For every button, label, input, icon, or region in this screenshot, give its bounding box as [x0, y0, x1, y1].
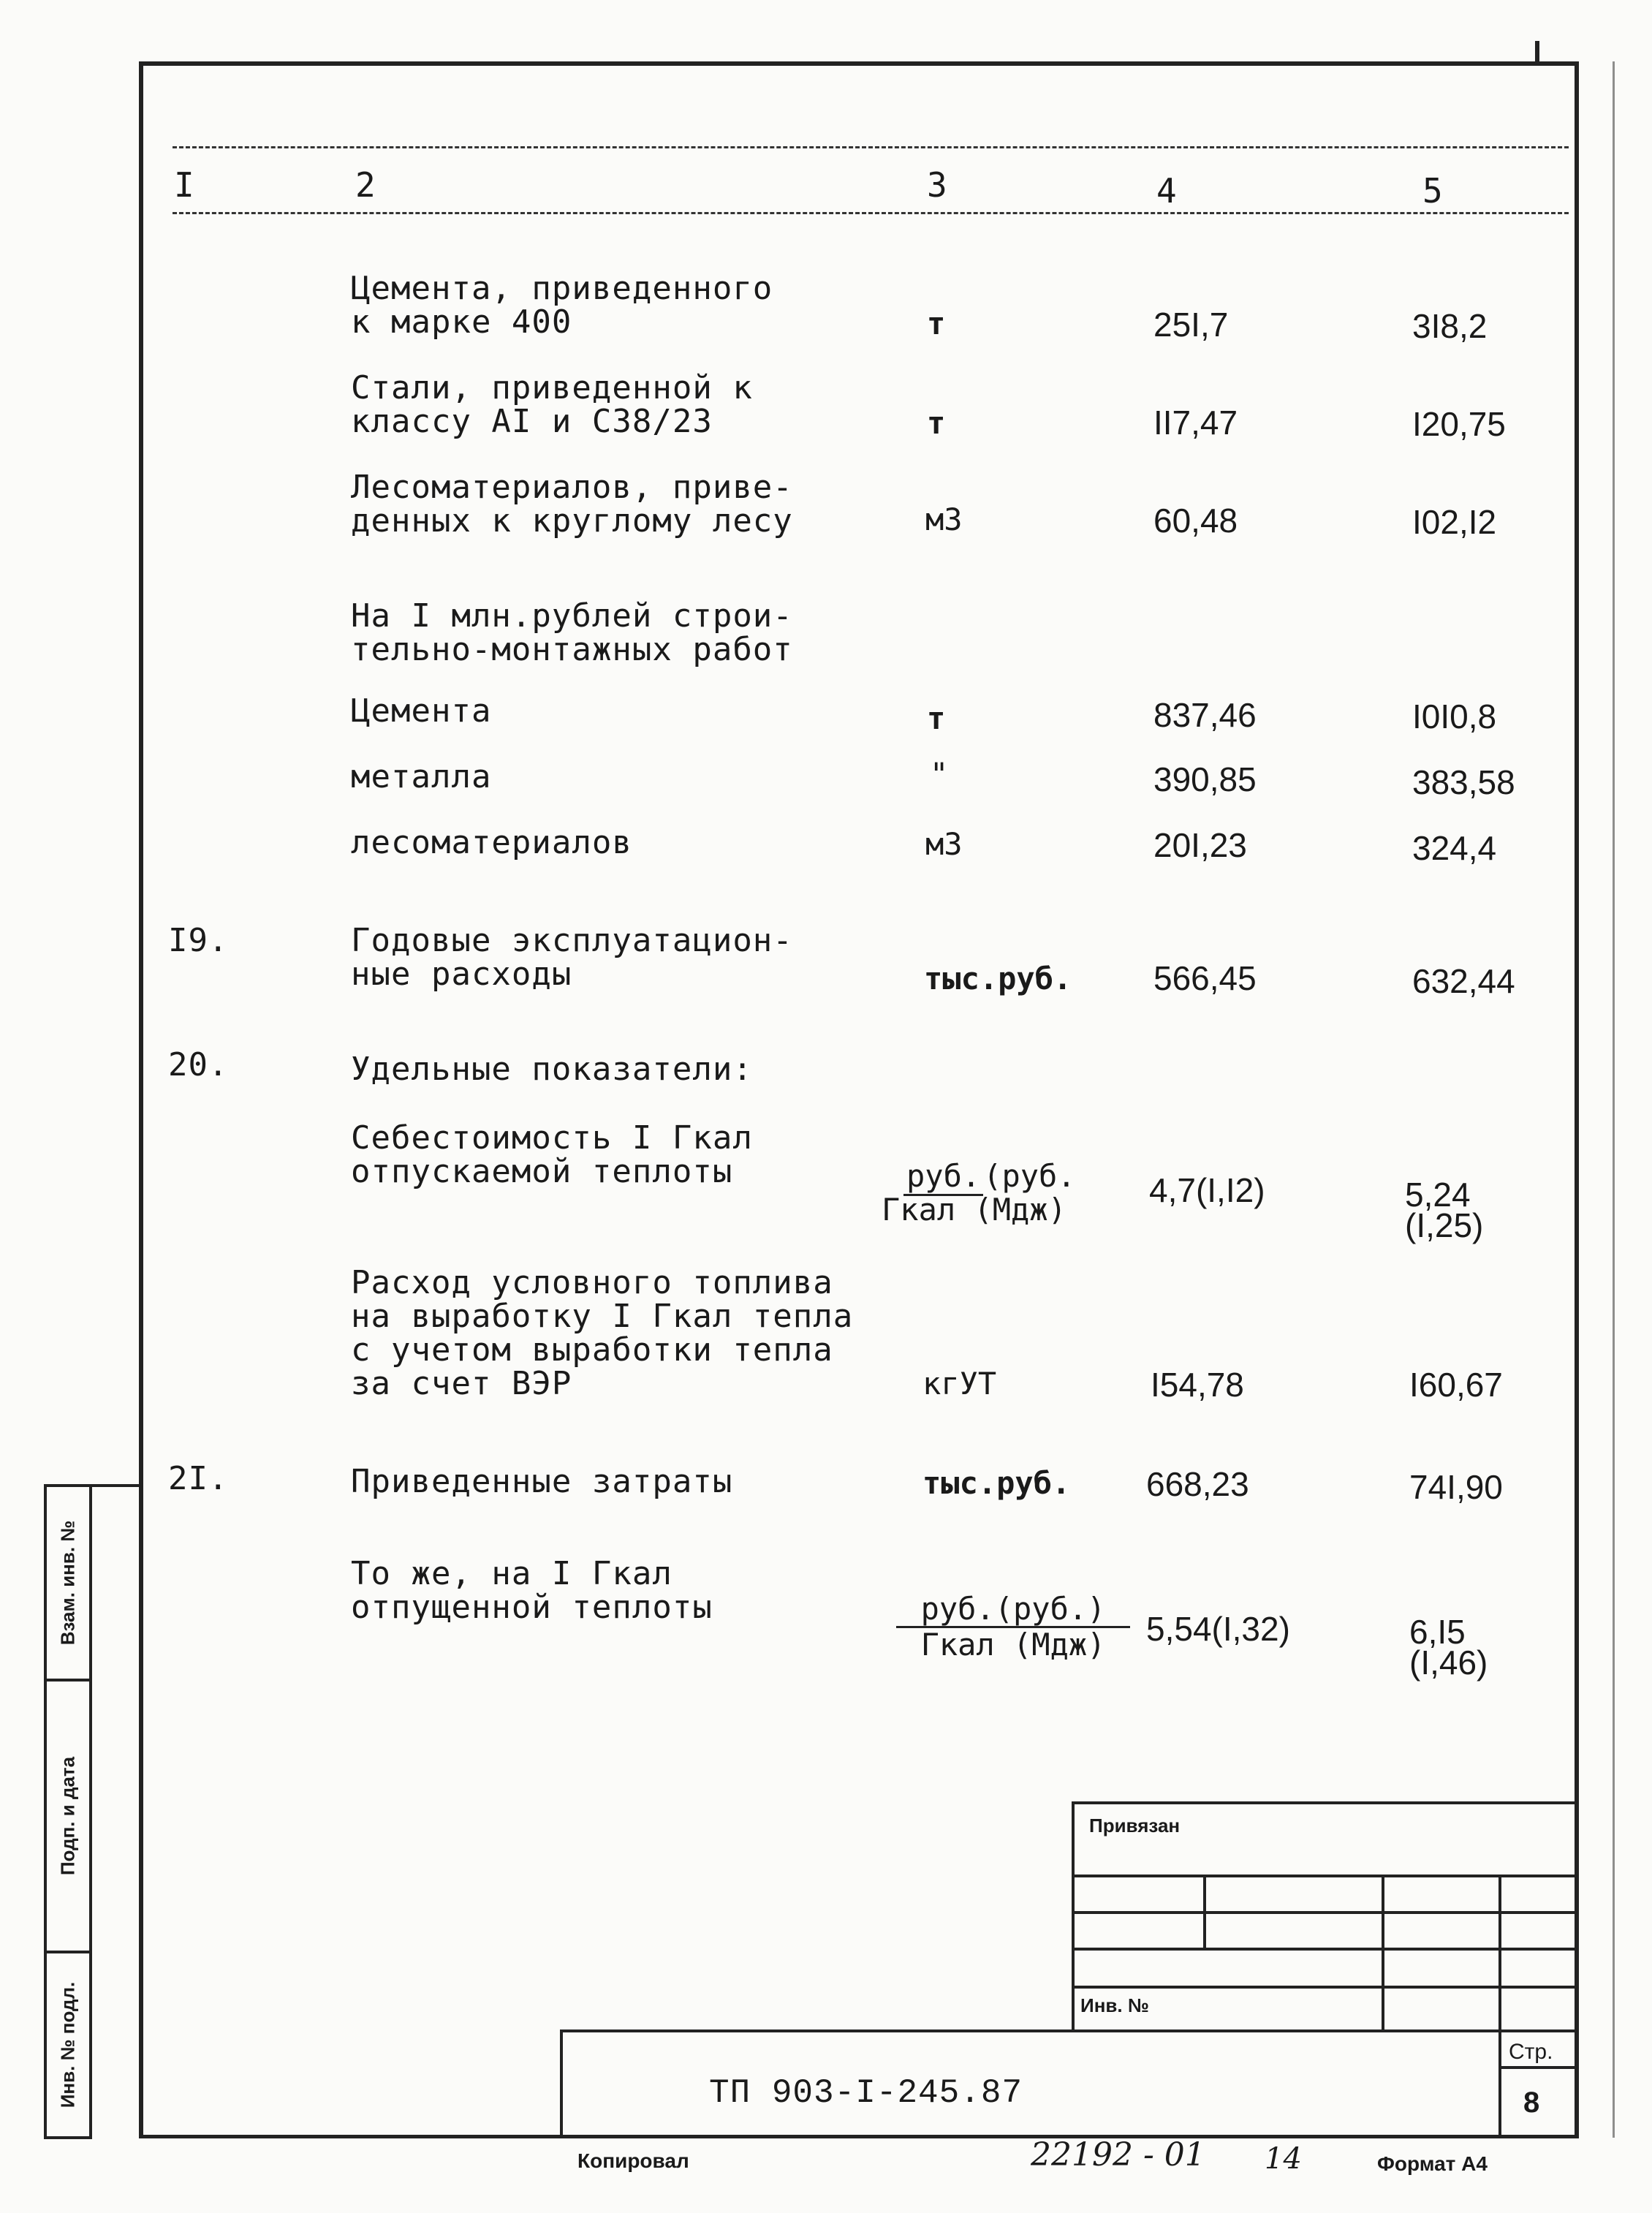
stamp-inv-no: Инв. №	[1080, 1994, 1149, 2016]
row-value-5-paren: (I,46)	[1409, 1643, 1488, 1681]
row-value-5: 3I8,2	[1412, 307, 1488, 345]
row-value-4: 60,48	[1153, 502, 1238, 540]
row-unit: т	[927, 405, 946, 441]
frame-bottom	[139, 2135, 1579, 2138]
row-value-5: 632,44	[1412, 962, 1515, 1000]
unit-denominator: Гкал (Мдж)	[882, 1192, 1066, 1227]
row-value-5: 324,4	[1412, 829, 1497, 867]
stamp-line	[1072, 1801, 1579, 1804]
row-unit: м3	[925, 502, 963, 537]
row-unit: тыс.руб.	[922, 1465, 1071, 1501]
row-value-4: 4,7(I,I2)	[1149, 1171, 1265, 1209]
row-name: Годовые эксплуатацион- ные расходы	[351, 922, 793, 993]
row-unit-fraction	[896, 1592, 1130, 1662]
row-name: На I млн.рублей строи- тельно-монтажных работ	[351, 597, 793, 668]
row-unit: м3	[925, 826, 963, 862]
row-unit: т	[927, 700, 946, 736]
stamp-privyazan: Привязан	[1089, 1815, 1181, 1836]
margin-line	[1613, 61, 1615, 2138]
row-number: 2I.	[168, 1460, 229, 1497]
row-number: I9.	[168, 922, 229, 959]
side-label: Взам. инв. №	[56, 1520, 79, 1646]
row-value-4: 668,23	[1146, 1465, 1249, 1503]
row-unit: кгУТ	[922, 1366, 997, 1401]
stamp-line	[1072, 1911, 1579, 1914]
header-bottom-rule	[173, 212, 1569, 214]
side-connector	[92, 1484, 142, 1487]
unit-denominator: Гкал (Мдж)	[920, 1627, 1106, 1662]
row-unit-fraction	[882, 1160, 1145, 1227]
stamp-line	[1072, 1986, 1579, 1989]
row-value-4: 566,45	[1153, 959, 1257, 997]
row-value-5: 74I,90	[1409, 1468, 1503, 1506]
page-number: 8	[1523, 2087, 1540, 2119]
col-header-4: 4	[1156, 171, 1177, 211]
row-name: Цемента, приведенного к марке 400	[351, 270, 773, 341]
stamp-line	[1498, 2066, 1579, 2069]
row-value-5: I60,67	[1409, 1366, 1503, 1404]
stamp-line	[1203, 1875, 1206, 1951]
unit-numerator: руб.	[903, 1158, 983, 1196]
doc-number: ТП 903-I-245.87	[709, 2074, 1023, 2112]
side-inv-vzam	[44, 1484, 92, 1681]
stamp-line	[1072, 1948, 1579, 1951]
col-header-1: I	[174, 165, 194, 205]
row-unit: т	[927, 306, 946, 341]
row-value-5-paren: (I,25)	[1405, 1206, 1484, 1244]
unit-numerator-alt: (руб.	[983, 1158, 1076, 1194]
stamp-line	[560, 2029, 563, 2138]
page-label: Стр.	[1509, 2040, 1553, 2064]
row-name: Удельные показатели:	[351, 1051, 753, 1088]
col-header-2: 2	[355, 165, 376, 205]
side-podp-data	[44, 1679, 92, 1953]
row-value-4: I54,78	[1151, 1366, 1244, 1404]
stamp-line	[1498, 1875, 1501, 2138]
format-label: Формат A4	[1377, 2152, 1488, 2175]
unit-numerator: руб.(руб.)	[896, 1592, 1130, 1628]
row-value-5: 6,I5	[1409, 1613, 1466, 1651]
row-unit: "	[930, 756, 949, 792]
kopiroval-label: Копировал	[577, 2149, 689, 2172]
row-name: Расход условного топлива на выработку I Гкал тепла с учетом выработки тепла за счет ВЭР	[351, 1264, 854, 1402]
row-name: Цемента	[351, 692, 492, 730]
row-value-4: 25I,7	[1153, 306, 1229, 344]
header-top-rule	[173, 146, 1569, 148]
row-unit: тыс.руб.	[924, 961, 1072, 996]
row-name: То же, на I Гкал отпущенной теплоты	[351, 1555, 713, 1626]
handwritten-number: 22192 - 01	[1031, 2136, 1205, 2174]
stamp-line	[1072, 1801, 1075, 2032]
side-label: Инв. № подл.	[56, 1981, 79, 2108]
col-header-3: 3	[927, 165, 947, 205]
row-value-4: 5,54(I,32)	[1146, 1610, 1290, 1648]
row-number: 20.	[168, 1046, 229, 1083]
stamp-line	[1072, 1875, 1579, 1877]
row-value-5: I02,I2	[1412, 503, 1497, 541]
row-name: Себестоимость I Гкал отпускаемой теплоты	[351, 1119, 753, 1190]
row-value-5: I0I0,8	[1412, 697, 1497, 735]
row-name: Стали, приведенной к классу AI и C38/23	[351, 369, 753, 440]
stamp-line	[560, 2029, 1579, 2032]
row-value-4: II7,47	[1153, 404, 1238, 442]
side-inv-podl	[44, 1951, 92, 2139]
row-name: Лесоматериалов, приве- денных к круглому лесу	[351, 469, 793, 540]
stamp-line	[1382, 1875, 1384, 2032]
row-value-5: I20,75	[1412, 405, 1506, 443]
row-value-5: 383,58	[1412, 763, 1515, 801]
side-label: Подп. и дата	[56, 1756, 79, 1876]
row-value-5: 5,24	[1405, 1176, 1471, 1214]
row-name: лесоматериалов	[351, 824, 632, 861]
row-value-4: 390,85	[1153, 760, 1257, 798]
handwritten-count: 14	[1265, 2142, 1302, 2176]
row-value-4: 837,46	[1153, 696, 1257, 734]
col-header-5: 5	[1422, 171, 1443, 211]
row-value-4: 20I,23	[1153, 826, 1247, 864]
corner-mark	[1535, 41, 1539, 66]
row-name: Приведенные затраты	[351, 1463, 733, 1500]
row-name: металла	[351, 758, 492, 795]
